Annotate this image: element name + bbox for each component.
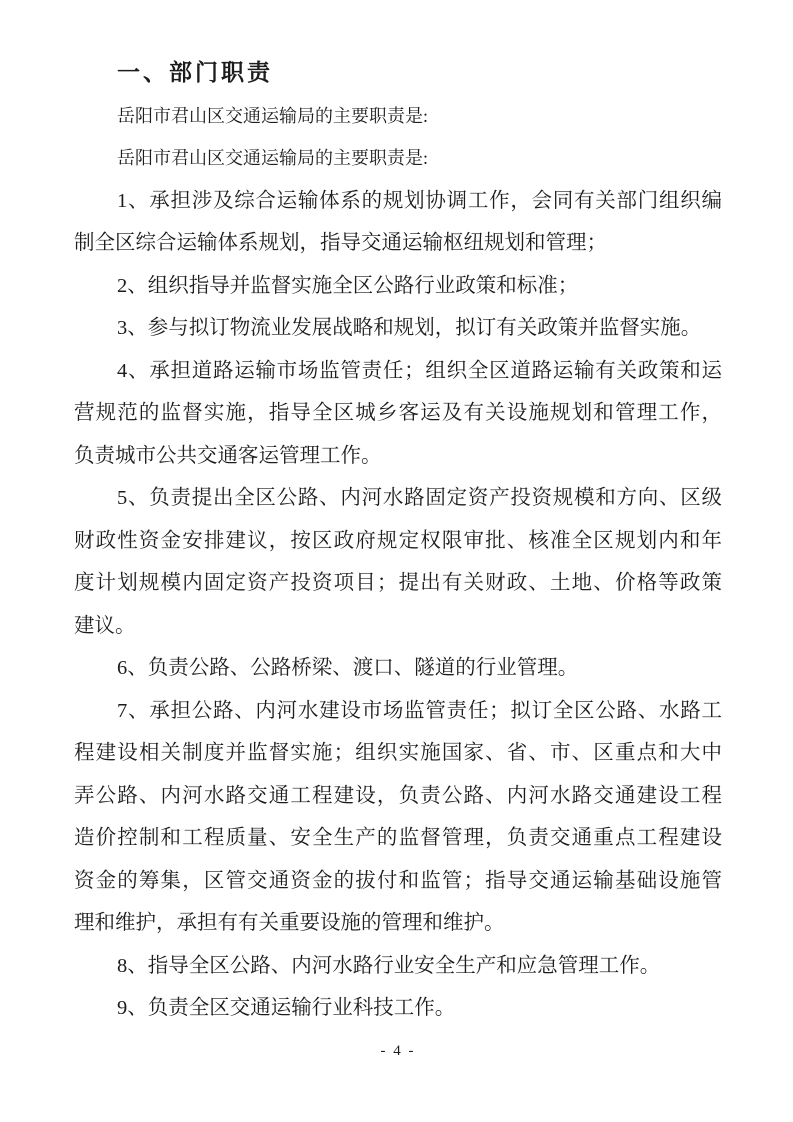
paragraph-line: 造价控制和工程质量、安全生产的监督管理，负责交通重点工程建设 <box>74 827 722 849</box>
paragraph-line: 1、承担涉及综合运输体系的规划协调工作，会同有关部门组织编 <box>117 189 722 212</box>
item-paragraph <box>74 987 722 1030</box>
paragraph-line: 营规范的监督实施，指导全区城乡客运及有关设施规划和管理工作， <box>74 402 722 424</box>
item-paragraph <box>74 265 722 308</box>
document-paragraphs <box>74 95 722 1030</box>
paragraph-line: 岳阳市君山区交通运输局的主要职责是: <box>117 148 428 168</box>
intro-paragraph <box>74 137 722 180</box>
page-number: - 4 - <box>380 1042 416 1059</box>
paragraph-line: 度计划规模内固定资产投资项目；提出有关财政、土地、价格等政策 <box>74 572 722 594</box>
paragraph-line: 8、指导全区公路、内河水路行业安全生产和应急管理工作。 <box>117 954 661 977</box>
paragraph-line: 理和维护，承担有有关重要设施的管理和维护。 <box>74 912 505 934</box>
item-paragraph <box>74 945 722 988</box>
paragraph-line: 程建设相关制度并监督实施；组织实施国家、省、市、区重点和大中 <box>74 742 722 764</box>
item-paragraph <box>74 647 722 690</box>
paragraph-line: 3、参与拟订物流业发展战略和规划，拟订有关政策并监督实施。 <box>117 317 702 339</box>
paragraph-line: 建议。 <box>74 614 136 637</box>
paragraph-line: 资金的筹集，区管交通资金的拔付和监管；指导交通运输基础设施管 <box>74 869 722 892</box>
item-paragraph <box>74 180 722 265</box>
item-paragraph <box>74 350 722 478</box>
paragraph-line: 制全区综合运输体系规划，指导交通运输枢纽规划和管理； <box>74 232 607 254</box>
paragraph-line: 4、承担道路运输市场监管责任；组织全区道路运输有关政策和运 <box>117 359 722 382</box>
paragraph-line: 弄公路、内河水路交通工程建设，负责公路、内河水路交通建设工程 <box>74 784 722 807</box>
paragraph-line: 财政性资金安排建议，按区政府规定权限审批、核准全区规划内和年 <box>74 529 722 552</box>
document-content <box>74 52 722 1072</box>
item-paragraph <box>74 477 722 647</box>
paragraph-line: 2、组织指导并监督实施全区公路行业政策和标准； <box>117 274 579 297</box>
paragraph-line: 7、承担公路、内河水建设市场监管责任；拟订全区公路、水路工 <box>117 699 722 722</box>
paragraph-line: 9、负责全区交通运输行业科技工作。 <box>117 997 456 1019</box>
paragraph-line: 5、负责提出全区公路、内河水路固定资产投资规模和方向、区级 <box>117 487 722 509</box>
section-heading: 一、部门职责 <box>117 60 273 85</box>
intro-paragraph <box>74 95 722 138</box>
item-paragraph <box>74 307 722 350</box>
paragraph-line: 负责城市公共交通客运管理工作。 <box>74 444 382 467</box>
paragraph-line: 6、负责公路、公路桥梁、渡口、隧道的行业管理。 <box>117 657 579 679</box>
paragraph-line: 岳阳市君山区交通运输局的主要职责是: <box>117 105 428 126</box>
item-paragraph <box>74 690 722 945</box>
